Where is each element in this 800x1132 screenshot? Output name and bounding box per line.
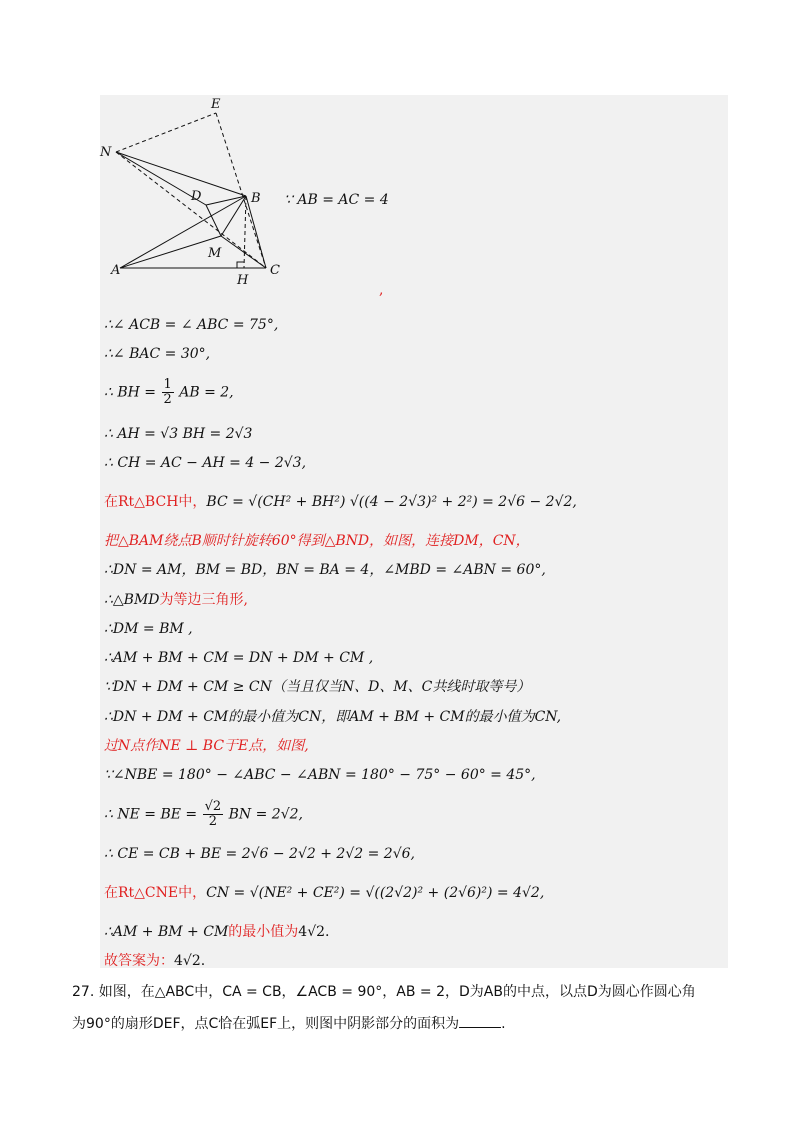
step-8: ∴DN = AM，BM = BD，BN = BA = 4，∠MBD = ∠ABN = 60°, (104, 562, 546, 578)
label-d: D (191, 189, 202, 204)
label-h: H (237, 273, 249, 288)
fraction: $\frac{1}{2}$ (163, 377, 172, 407)
step-15: ∵∠NBE = 180° − ∠ABC − ∠ABN = 180° − 75° − 60° = 45°, (104, 767, 536, 783)
step-19: ∴AM + BM + CM的最小值为4√2. (104, 924, 330, 940)
question-27-line-1: 27. 如图，在△ABC中，CA = CB，∠ACB = 90°，AB = 2，D为AB的中点，以点D为圆心作圆心角 (72, 984, 696, 1000)
answer-blank (459, 1015, 501, 1028)
fraction: $\frac{√2}{2}$ (204, 799, 222, 829)
step-2: ∴∠ BAC = 30°, (104, 346, 211, 362)
step-1: ∴∠ ACB = ∠ ABC = 75°, (104, 317, 279, 333)
step-10: ∴DM = BM , (104, 621, 193, 637)
step-17: ∴ CE = CB + BE = 2√6 − 2√2 + 2√2 = 2√6, (104, 846, 415, 862)
final-answer: 故答案为：4√2. (104, 953, 206, 969)
step-9: ∴△BMD为等边三角形, (104, 592, 248, 608)
step-4: ∴ AH = √3 BH = 2√3 (104, 426, 253, 442)
label-c: C (270, 263, 280, 278)
label-m: M (208, 246, 222, 261)
label-e: E (211, 97, 221, 112)
step-18: 在Rt△CNE中，CN = √(NE² + CE²) = √((2√2)² + (2√6)²) = 4√2, (104, 885, 545, 901)
label-b: B (251, 191, 261, 206)
given-condition: ∵ AB = AC = 4 (284, 192, 389, 208)
step-12: ∵DN + DM + CM ≥ CN（当且仅当N、D、M、C共线时取等号） (104, 679, 531, 695)
label-a: A (111, 263, 121, 278)
step-5: ∴ CH = AC − AH = 4 − 2√3, (104, 455, 307, 471)
step-16: ∴ NE = BE = $\frac{√2}{2}$ BN = 2√2, (104, 799, 303, 829)
label-n: N (100, 145, 112, 160)
step-13: ∴DN + DM + CM的最小值为CN，即AM + BM + CM的最小值为CN, (104, 709, 562, 725)
step-14: 过N点作NE ⊥ BC于E点，如图, (104, 738, 309, 754)
question-27-line-2: 为90°的扇形DEF，点C恰在弧EF上，则图中阴影部分的面积为 . (72, 1016, 506, 1032)
geometry-figure (96, 96, 296, 296)
step-7: 把△BAM绕点B顺时针旋转60°得到△BND，如图，连接DM，CN， (104, 533, 530, 549)
red-comma: , (379, 282, 384, 298)
step-11: ∴AM + BM + CM = DN + DM + CM , (104, 650, 374, 666)
step-6: 在Rt△BCH中，BC = √(CH² + BH²) √((4 − 2√3)² + 2²) = 2√6 − 2√2, (104, 494, 577, 510)
step-3: ∴ BH = $\frac{1}{2}$ AB = 2, (104, 377, 234, 407)
